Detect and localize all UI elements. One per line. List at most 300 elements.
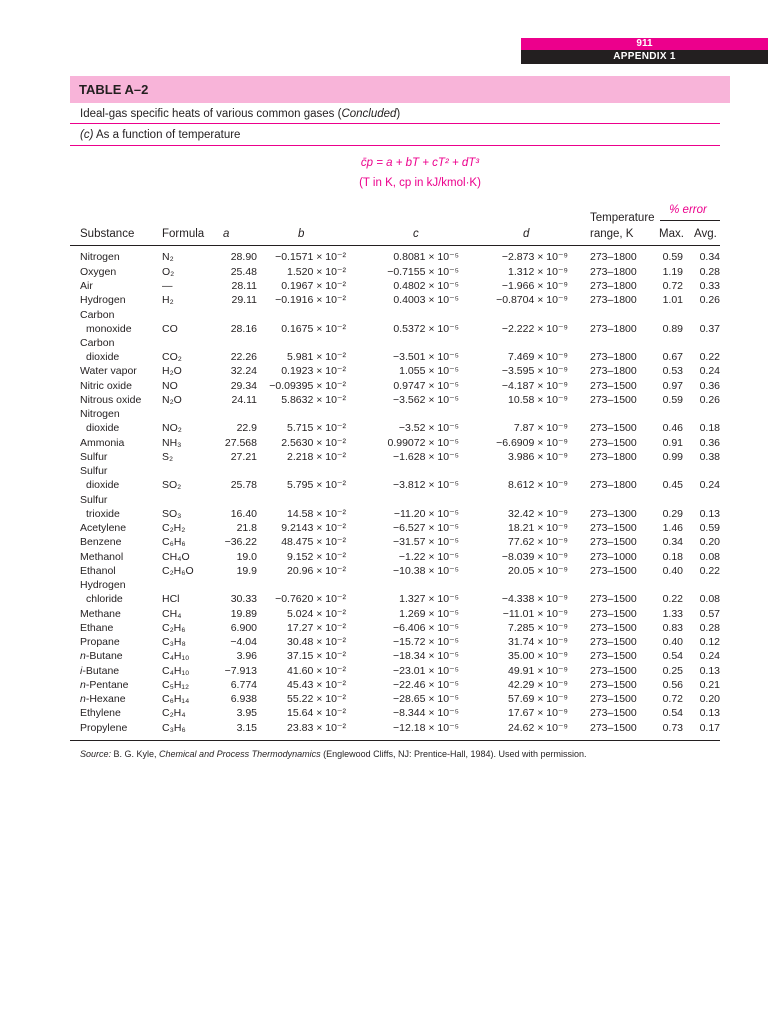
- cell-range: 273–1500: [590, 707, 637, 720]
- cell-max: 1.46: [662, 522, 683, 534]
- cell-formula: C₃H₆: [162, 721, 186, 734]
- cell-formula: NO₂: [162, 422, 182, 435]
- table-row: [80, 492, 730, 521]
- cell-max: 0.89: [662, 322, 683, 335]
- cell-b: 15.64 × 10⁻²: [287, 707, 346, 720]
- col-range-bottom: range, K: [590, 228, 634, 240]
- formula-equation: [260, 157, 580, 169]
- table-row: [80, 407, 730, 436]
- cell-formula: C₅H₁₂: [162, 678, 190, 691]
- cell-d: 49.91 × 10⁻⁹: [508, 664, 568, 677]
- table-row: [80, 549, 730, 563]
- cell-substance: Ethanol: [80, 564, 116, 577]
- cell-b: 5.795 × 10⁻²: [287, 479, 346, 492]
- cell-max: 0.46: [662, 422, 683, 435]
- cell-d: 35.00 × 10⁻⁹: [508, 650, 568, 663]
- cell-c: −31.57 × 10⁻⁵: [393, 536, 459, 549]
- cell-c: −11.20 × 10⁻⁵: [393, 507, 459, 520]
- cell-substance: Nitrous oxide: [80, 393, 142, 406]
- cell-avg: 0.36: [699, 379, 720, 392]
- cell-substance: Propane: [80, 636, 120, 648]
- cell-d: 18.21 × 10⁻⁹: [508, 522, 568, 534]
- cell-a: 25.78: [230, 479, 257, 492]
- cell-substance: Sulfur: [80, 450, 108, 463]
- cell-a: 29.11: [231, 294, 257, 306]
- cell-c: −3.812 × 10⁻⁵: [393, 479, 459, 492]
- source-label: Source:: [80, 749, 112, 759]
- cell-range: 273–1300: [590, 507, 637, 520]
- cell-avg: 0.28: [699, 621, 720, 634]
- cell-max: 0.56: [662, 678, 683, 691]
- cell-range: 273–1500: [590, 436, 637, 449]
- cell-range: 273–1500: [590, 721, 637, 734]
- cell-avg: 0.13: [699, 664, 720, 677]
- cell-b: 0.1923 × 10⁻²: [281, 365, 346, 378]
- source-rest: (Englewood Cliffs, NJ: Prentice-Hall, 1984). Used with permission.: [320, 749, 587, 759]
- cell-max: 0.59: [662, 251, 683, 264]
- cell-c: −6.406 × 10⁻⁵: [393, 621, 459, 634]
- cell-max: 0.22: [662, 593, 683, 606]
- cell-range: 273–1500: [590, 393, 637, 406]
- cell-substance: Oxygen: [80, 265, 117, 278]
- cell-b: −0.1571 × 10⁻²: [275, 251, 346, 264]
- cell-avg: 0.26: [699, 294, 720, 306]
- cell-d: −4.187 × 10⁻⁹: [501, 379, 568, 392]
- cell-range: 273–1500: [590, 522, 637, 534]
- table-label: TABLE A–2: [79, 82, 149, 97]
- table-row: [80, 464, 730, 493]
- cell-max: 0.25: [662, 664, 683, 677]
- cell-avg: 0.13: [699, 507, 720, 520]
- cell-b: 20.96 × 10⁻²: [287, 564, 346, 577]
- cell-max: 1.01: [662, 294, 683, 306]
- cell-max: 0.83: [662, 621, 683, 634]
- source-note: [80, 749, 587, 759]
- cell-c: 0.4802 × 10⁻⁵: [393, 279, 459, 292]
- cell-a: −4.04: [230, 636, 257, 648]
- cell-max: 0.99: [662, 450, 683, 463]
- cell-c: −1.22 × 10⁻⁵: [398, 550, 459, 563]
- cell-substance: Nitrogen: [80, 251, 120, 264]
- cell-max: 0.29: [662, 507, 683, 520]
- table-row: [80, 250, 730, 264]
- cell-max: 0.67: [662, 351, 683, 363]
- cell-d: 24.62 × 10⁻⁹: [508, 721, 568, 734]
- cell-substance: [80, 308, 132, 336]
- table-row: [80, 606, 730, 620]
- cell-c: −15.72 × 10⁻⁵: [393, 636, 459, 648]
- cell-b: 1.520 × 10⁻²: [287, 265, 346, 278]
- cell-d: 7.285 × 10⁻⁹: [508, 621, 568, 634]
- cell-c: 0.9747 × 10⁻⁵: [393, 379, 459, 392]
- cell-d: −3.595 × 10⁻⁹: [501, 365, 568, 378]
- cell-max: 1.33: [662, 607, 683, 620]
- cell-a: 22.9: [236, 422, 257, 435]
- cell-formula: C₂H₆: [162, 621, 186, 634]
- cell-d: 3.986 × 10⁻⁹: [508, 450, 568, 463]
- cell-substance-line1: Carbon: [80, 337, 115, 349]
- cell-d: 57.69 × 10⁻⁹: [508, 693, 568, 705]
- cell-avg: 0.18: [699, 422, 720, 435]
- cell-substance: Water vapor: [80, 365, 137, 378]
- table-row: [80, 535, 730, 549]
- table-row: [80, 393, 730, 407]
- cell-d: −4.338 × 10⁻⁹: [501, 593, 568, 606]
- cell-substance: Methanol: [80, 550, 124, 563]
- cell-avg: 0.57: [699, 607, 720, 620]
- table-row: [80, 435, 730, 449]
- cell-max: 0.40: [662, 564, 683, 577]
- table-row: [80, 649, 730, 663]
- cell-max: 0.73: [662, 721, 683, 734]
- table-row: [80, 678, 730, 692]
- source-book: Chemical and Process Thermodynamics: [159, 749, 321, 759]
- cell-formula: S₂: [162, 450, 174, 463]
- cell-formula: CH₄O: [162, 550, 190, 563]
- cell-c: −6.527 × 10⁻⁵: [393, 522, 459, 534]
- cell-formula: HCl: [162, 593, 180, 606]
- cell-formula: CO₂: [162, 351, 182, 363]
- cell-b: 37.15 × 10⁻²: [287, 650, 346, 663]
- cell-range: 273–1500: [590, 678, 637, 691]
- cell-substance-line1: Carbon: [80, 308, 115, 321]
- cell-substance-line2: trioxide: [86, 507, 120, 520]
- cell-avg: 0.21: [699, 678, 720, 691]
- cell-formula: C₂H₂: [162, 522, 186, 534]
- cell-max: 0.45: [662, 479, 683, 492]
- source-text: B. G. Kyle,: [111, 749, 160, 759]
- cell-substance: [80, 336, 119, 364]
- cell-d: 77.62 × 10⁻⁹: [508, 536, 568, 549]
- cell-c: −0.7155 × 10⁻⁵: [387, 265, 459, 278]
- caption-text: Ideal-gas specific heats of various common gases (: [80, 108, 342, 120]
- cell-formula: NO: [162, 379, 178, 392]
- cell-substance-line2: dioxide: [86, 479, 120, 492]
- cell-max: 0.97: [662, 379, 683, 392]
- table-row: [80, 578, 730, 607]
- cell-d: −2.873 × 10⁻⁹: [501, 251, 568, 264]
- cell-formula: H₂O: [162, 365, 182, 378]
- cell-b: 14.58 × 10⁻²: [287, 507, 346, 520]
- table-row: [80, 706, 730, 720]
- cell-substance: [80, 493, 120, 521]
- cell-d: 10.58 × 10⁻⁹: [508, 393, 568, 406]
- cell-d: 1.312 × 10⁻⁹: [508, 265, 568, 278]
- cell-avg: 0.20: [699, 693, 720, 705]
- table-row: [80, 364, 730, 378]
- table-row: [80, 336, 730, 365]
- cell-a: −36.22: [224, 536, 257, 549]
- cell-a: 16.40: [230, 507, 257, 520]
- cell-range: 273–1500: [590, 693, 637, 705]
- table-caption: [80, 108, 400, 120]
- table-title-band: [70, 76, 730, 103]
- cell-avg: 0.26: [699, 393, 720, 406]
- cell-d: 20.05 × 10⁻⁹: [508, 564, 568, 577]
- cell-formula: N₂: [162, 251, 174, 264]
- cell-range: 273–1000: [590, 550, 637, 563]
- cell-max: 0.34: [662, 536, 683, 549]
- cell-c: −12.18 × 10⁻⁵: [393, 721, 459, 734]
- cell-a: 3.95: [236, 707, 257, 720]
- cell-avg: 0.24: [699, 365, 720, 378]
- cell-b: 9.2143 × 10⁻²: [281, 522, 346, 534]
- col-avg: Avg.: [694, 228, 717, 240]
- cell-b: 30.48 × 10⁻²: [287, 636, 346, 648]
- appendix-label: APPENDIX 1: [521, 50, 768, 64]
- cell-b: −0.09395 × 10⁻²: [269, 379, 346, 392]
- cell-formula: NH₃: [162, 436, 182, 449]
- cell-substance: Methane: [80, 607, 121, 620]
- cell-avg: 0.08: [699, 550, 720, 563]
- cell-range: 273–1800: [590, 365, 637, 378]
- table-row: [80, 450, 730, 464]
- cell-d: −2.222 × 10⁻⁹: [501, 322, 568, 335]
- caption-italic: Concluded: [341, 108, 397, 120]
- cell-formula: SO₃: [162, 507, 182, 520]
- cell-substance: Air: [80, 279, 93, 292]
- cell-range: 273–1500: [590, 650, 637, 663]
- cell-substance: i-Butane: [80, 664, 120, 677]
- cell-formula: C₄H₁₀: [162, 664, 190, 677]
- cell-avg: 0.20: [699, 536, 720, 549]
- cell-range: 273–1800: [590, 351, 637, 363]
- cell-max: 0.53: [662, 365, 683, 378]
- caption-end: ): [396, 108, 401, 120]
- cell-c: −28.65 × 10⁻⁵: [393, 693, 459, 705]
- cell-range: 273–1800: [590, 279, 637, 292]
- cell-d: 32.42 × 10⁻⁹: [508, 507, 568, 520]
- cell-formula: C₂H₆O: [162, 564, 194, 577]
- table-bottom-rule: [70, 740, 720, 741]
- cell-a: 19.89: [230, 607, 257, 620]
- cell-b: 48.475 × 10⁻²: [281, 536, 346, 549]
- cell-c: 1.269 × 10⁻⁵: [399, 607, 459, 620]
- cell-c: −18.34 × 10⁻⁵: [393, 650, 459, 663]
- cell-b: 5.024 × 10⁻²: [287, 607, 346, 620]
- cell-substance: n-Pentane: [80, 678, 129, 691]
- cell-c: −3.501 × 10⁻⁵: [393, 351, 459, 363]
- cell-substance: Nitric oxide: [80, 379, 132, 392]
- table-row: [80, 293, 730, 307]
- cell-a: 3.96: [236, 650, 257, 663]
- table-row: [80, 663, 730, 677]
- cell-avg: 0.24: [699, 650, 720, 663]
- cell-a: 25.48: [230, 265, 257, 278]
- cell-b: 0.1675 × 10⁻²: [281, 322, 346, 335]
- cell-formula: C₆H₁₄: [162, 693, 190, 705]
- cell-b: −0.1916 × 10⁻²: [275, 294, 346, 306]
- cell-range: 273–1500: [590, 621, 637, 634]
- cell-range: 273–1500: [590, 664, 637, 677]
- cell-d: −1.966 × 10⁻⁹: [501, 279, 568, 292]
- cell-range: 273–1800: [590, 294, 637, 306]
- cell-formula: SO₂: [162, 479, 182, 492]
- cell-max: 0.72: [662, 693, 683, 705]
- cell-b: 41.60 × 10⁻²: [287, 664, 346, 677]
- cell-substance: Ethylene: [80, 707, 121, 720]
- cell-d: −11.01 × 10⁻⁹: [502, 607, 568, 620]
- cell-c: −23.01 × 10⁻⁵: [393, 664, 459, 677]
- cell-avg: 0.22: [699, 351, 720, 363]
- table-row: [80, 692, 730, 706]
- cell-b: 2.5630 × 10⁻²: [281, 436, 346, 449]
- cell-a: 28.90: [230, 251, 257, 264]
- cell-d: 42.29 × 10⁻⁹: [508, 678, 568, 691]
- error-group-rule: [660, 220, 720, 221]
- cell-substance: Hydrogen: [80, 294, 126, 306]
- cell-c: 0.99072 × 10⁻⁵: [387, 436, 459, 449]
- cell-substance: [80, 464, 119, 492]
- cell-a: 6.774: [230, 678, 257, 691]
- cell-substance: [80, 578, 126, 606]
- cell-c: 1.055 × 10⁻⁵: [399, 365, 459, 378]
- cell-avg: 0.33: [699, 279, 720, 292]
- cell-a: 21.8: [236, 522, 257, 534]
- cell-a: 19.0: [236, 550, 257, 563]
- cell-b: 5.981 × 10⁻²: [287, 351, 346, 363]
- cell-c: −3.52 × 10⁻⁵: [398, 422, 459, 435]
- error-group-title: % error: [669, 204, 707, 216]
- cell-formula: N₂O: [162, 393, 182, 406]
- col-a: a: [223, 228, 230, 240]
- col-d: d: [523, 228, 530, 240]
- cell-formula: CH₄: [162, 607, 182, 620]
- cell-substance: n-Hexane: [80, 693, 126, 705]
- data-table: [80, 250, 730, 735]
- cell-substance-line1: Sulfur: [80, 465, 108, 478]
- subcaption-rule: [70, 145, 720, 146]
- cell-a: 27.568: [224, 436, 257, 449]
- cell-range: 273–1500: [590, 536, 637, 549]
- cell-max: 0.40: [662, 636, 683, 648]
- cell-formula: CO: [162, 322, 178, 335]
- cell-substance: Benzene: [80, 536, 122, 549]
- col-substance: Substance: [80, 228, 135, 240]
- cell-a: 6.900: [230, 621, 257, 634]
- cell-substance-line2: monoxide: [86, 322, 132, 335]
- cell-substance-line1: Nitrogen: [80, 408, 120, 421]
- cell-a: 29.34: [230, 379, 257, 392]
- cell-avg: 0.28: [699, 265, 720, 278]
- cell-formula: H₂: [162, 294, 174, 306]
- cell-avg: 0.59: [699, 522, 720, 534]
- cell-range: 273–1500: [590, 593, 637, 606]
- cell-range: 273–1800: [590, 251, 637, 264]
- cell-avg: 0.22: [699, 564, 720, 577]
- cell-d: −0.8704 × 10⁻⁹: [496, 294, 568, 306]
- cell-d: 8.612 × 10⁻⁹: [508, 479, 568, 492]
- cell-c: −1.628 × 10⁻⁵: [393, 450, 459, 463]
- cell-d: −8.039 × 10⁻⁹: [501, 550, 568, 563]
- table-row: [80, 720, 730, 734]
- table-row: [80, 621, 730, 635]
- cell-substance: [80, 407, 120, 435]
- table-row: [80, 378, 730, 392]
- cell-avg: 0.38: [699, 450, 720, 463]
- cell-c: −3.562 × 10⁻⁵: [393, 393, 459, 406]
- cell-avg: 0.36: [699, 436, 720, 449]
- cell-a: −7.913: [224, 664, 257, 677]
- col-range-top: Temperature: [590, 212, 655, 224]
- table-row: [80, 264, 730, 278]
- cell-formula: C₄H₁₀: [162, 650, 190, 663]
- cell-substance-line1: Hydrogen: [80, 579, 126, 592]
- cell-c: −10.38 × 10⁻⁵: [393, 564, 459, 577]
- cell-substance: n-Butane: [80, 650, 123, 663]
- cell-a: 19.9: [236, 564, 257, 577]
- cell-range: 273–1800: [590, 479, 637, 492]
- cell-c: 0.8081 × 10⁻⁵: [393, 251, 459, 264]
- cell-max: 0.59: [662, 393, 683, 406]
- subcaption: [80, 129, 240, 141]
- cell-avg: 0.37: [699, 322, 720, 335]
- cell-d: −6.6909 × 10⁻⁹: [496, 436, 568, 449]
- cell-substance-line1: Sulfur: [80, 493, 108, 506]
- cell-c: 0.5372 × 10⁻⁵: [393, 322, 459, 335]
- cell-avg: 0.12: [699, 636, 720, 648]
- cell-b: 0.1967 × 10⁻²: [281, 279, 346, 292]
- formula-units: (T in K, cp in kJ/kmol·K): [359, 177, 481, 189]
- col-b: b: [298, 228, 305, 240]
- cell-a: 30.33: [230, 593, 257, 606]
- cell-formula: C₂H₄: [162, 707, 186, 720]
- cell-range: 273–1500: [590, 379, 637, 392]
- cell-substance: Ethane: [80, 621, 114, 634]
- cell-a: 28.11: [231, 279, 257, 292]
- cell-c: −8.344 × 10⁻⁵: [393, 707, 459, 720]
- cell-b: 5.715 × 10⁻²: [287, 422, 346, 435]
- cell-substance-line2: chloride: [86, 593, 123, 606]
- cell-max: 0.91: [662, 436, 683, 449]
- cell-d: 31.74 × 10⁻⁹: [508, 636, 568, 648]
- table-row: [80, 635, 730, 649]
- table-row: [80, 521, 730, 535]
- cell-range: 273–1800: [590, 265, 637, 278]
- subcaption-text: As a function of temperature: [93, 129, 241, 141]
- cell-a: 28.16: [230, 322, 257, 335]
- cell-avg: 0.24: [699, 479, 720, 492]
- cell-substance: Ammonia: [80, 436, 125, 449]
- cell-range: 273–1500: [590, 564, 637, 577]
- table-row: [80, 564, 730, 578]
- cell-b: 45.43 × 10⁻²: [287, 678, 346, 691]
- cell-d: 7.469 × 10⁻⁹: [508, 351, 568, 363]
- cell-b: 9.152 × 10⁻²: [287, 550, 346, 563]
- col-max: Max.: [659, 228, 684, 240]
- table-row: [80, 279, 730, 293]
- cell-max: 0.54: [662, 707, 683, 720]
- cell-c: −22.46 × 10⁻⁵: [393, 678, 459, 691]
- cell-c: 0.4003 × 10⁻⁵: [393, 294, 459, 306]
- cell-range: 273–1500: [590, 422, 637, 435]
- cell-a: 32.24: [230, 365, 257, 378]
- cell-substance-line2: dioxide: [86, 351, 120, 363]
- cell-max: 0.18: [662, 550, 683, 563]
- caption-rule: [70, 123, 720, 124]
- cell-b: −0.7620 × 10⁻²: [275, 593, 346, 606]
- cell-range: 273–1800: [590, 322, 637, 335]
- cell-formula: —: [162, 279, 173, 292]
- table-row: [80, 307, 730, 336]
- cell-substance-line2: dioxide: [86, 422, 120, 435]
- cell-avg: 0.13: [699, 707, 720, 720]
- cell-a: 27.21: [230, 450, 257, 463]
- cell-avg: 0.34: [699, 251, 720, 264]
- cell-c: 1.327 × 10⁻⁵: [399, 593, 459, 606]
- cell-b: 2.218 × 10⁻²: [287, 450, 346, 463]
- cell-substance: Propylene: [80, 721, 128, 734]
